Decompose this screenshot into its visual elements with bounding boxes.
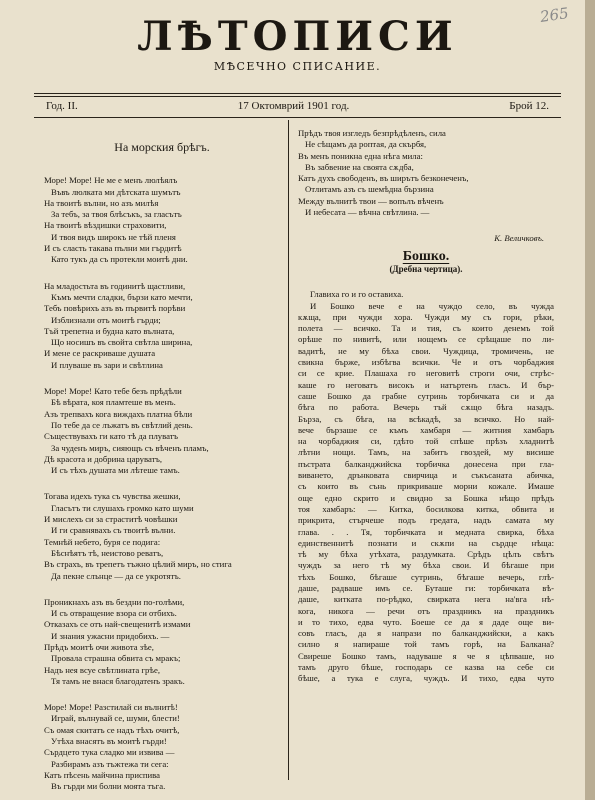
story-line: Бърза, съ бѣга, на всѣкадѣ, за всичко. Но най- xyxy=(298,413,554,424)
archive-stamp: 265 xyxy=(539,4,571,26)
story-line: каше го неговатъ високъ и натъртенъ гласъ. И бър- xyxy=(298,379,554,390)
poem-line: Съ омая скитатъ се надъ тѣхъ очитѣ, xyxy=(44,724,180,735)
story-line: си се крие. Плашаха го неговитѣ строги очи, стрѣс- xyxy=(298,368,554,379)
poem-line: И мене се раскриваше душата xyxy=(44,348,156,359)
story-line: вече бързаше се къмъ хамбаря — житния хамбаръ xyxy=(298,424,554,435)
masthead-title: ЛѢТОПИСИ xyxy=(137,13,458,60)
poem-line: Море! Море! Като тебе безъ прѣдѣли xyxy=(44,386,182,397)
story-line: орѣше по нивитѣ, или нощемъ се срѣщаше по ли- xyxy=(298,334,554,345)
poem-author: К. Величковъ. xyxy=(494,233,544,244)
masthead-subtitle: МѢСЕЧНО СПИСАНИЕ. xyxy=(213,60,382,73)
poem-line: Разбирамъ азъ тъжтежа ти сега: xyxy=(51,758,169,769)
poem-line: По тебе да се лъжатъ въ свѣтлий день. xyxy=(51,419,193,430)
poem-line: Въ страхъ, въ трепетъ тъжно цѣлий миръ, но стига xyxy=(44,559,232,570)
story-line: силно я напираше той тамъ горѣ, на Балкана? xyxy=(298,639,554,650)
story-line: свикна бърже, избѣгва всички. Че и отъ чорбаджия xyxy=(298,357,554,368)
poem-line: На твоитѣ вълни, но азъ милѣя xyxy=(44,197,159,208)
poem-line: Тъй трепетна и будна като вълната, xyxy=(44,325,175,336)
story-line: кѫща, при чужди хора. Чужди му съ гори, рѣки, xyxy=(298,311,554,322)
story-line: полета — всичко. Та и тия, съ които денемъ той xyxy=(298,323,554,334)
story-line: прикрита, стърчеше подъ гредата, надъ самата му xyxy=(298,515,554,526)
story-line: тѣ му бѣха утѣхата, раздумката. Срѣдъ цѣлъ свѣтъ xyxy=(298,549,554,560)
story-subtitle: (Дребна чертица). xyxy=(389,263,463,274)
poem-line: Въвъ люлката ми дѣтската шумътъ xyxy=(51,186,181,197)
poem-line: И съ тѣхъ душата ми лѣтеше тамъ. xyxy=(51,465,180,476)
story-title: Бошко. xyxy=(402,248,450,264)
poem-line: Темнѣй небето, буря се подига: xyxy=(44,536,161,547)
poem-line: Азъ трепвахъ кога виждахъ платна бѣли xyxy=(44,408,193,419)
poem-line: Тогава идехъ тука съ чувства жешки, xyxy=(44,491,181,502)
header-rule-top xyxy=(34,93,561,94)
issue-year: Год. II. xyxy=(46,100,78,112)
poem-line: И ги сравнявахъ съ твоитѣ вълни. xyxy=(51,525,176,536)
poem-line: Тебъ повѣрихъ азъ въ първитѣ порѣви xyxy=(44,303,186,314)
poem-line: И плуваше въ зари и свѣтлина xyxy=(51,359,163,370)
story-line: совъ гласъ, да я напрази по балканджийски, а какъ xyxy=(298,628,554,639)
poem-line: Като тукъ да съ протекли моитѣ дни. xyxy=(51,254,188,265)
story-line: бѣше, а тука е слуга, чуждъ. И тихо, едва чуто xyxy=(298,673,554,684)
story-line: съ които въ сънь прикриваше морни кожале. Имаше xyxy=(298,481,554,492)
story-line: Главиха го и го оставиха. xyxy=(310,289,404,300)
poem-line: Катъ пѣсень майчина приспива xyxy=(44,769,161,780)
poem-line: Дѣ красота и добрина царуватъ, xyxy=(44,453,163,464)
poem-line: И съ сласть такава пълни ми гърдитѣ xyxy=(44,243,182,254)
story-line: бѣга по работа. Вечерь тъй сѫщо бѣга назадъ. xyxy=(298,402,554,413)
poem-line: На твоитѣ вѣздишки страховити, xyxy=(44,220,167,231)
header-rule-top-double xyxy=(34,96,561,97)
story-line: кога, никога — речи отъ праздникъ на праздникъ xyxy=(298,605,554,616)
story-line: още едно скрито и свидно за Бошка нѣщо прѣдъ xyxy=(298,492,554,503)
poem-stanza xyxy=(44,281,280,371)
poem-line: Бѣснѣятъ тѣ, неистово реватъ, xyxy=(51,547,164,558)
story-line: тамъ друго бѣше, господарь се казва на себе си xyxy=(298,662,554,673)
poem-line: Що носишъ въ свойта свѣтла ширина, xyxy=(51,337,193,348)
poem-line: Въ менъ поникна една нѣга мила: xyxy=(298,150,423,161)
column-divider xyxy=(288,120,289,780)
story-line: пъстрата балканджийска торбичка донесена при гла- xyxy=(298,458,554,469)
poem-line: Съществувахъ ги като тѣ да плуватъ xyxy=(44,431,179,442)
poem-line: За чуденъ миръ, сияющъ съ вѣченъ пламъ, xyxy=(51,442,209,453)
poem-line: Къмъ мечти сладки, бързи като мечти, xyxy=(51,291,193,302)
poem-line: И небесата — вѣчна свѣтлина. — xyxy=(305,207,430,218)
poem-line: Отказахъ се отъ най-свещенитѣ измами xyxy=(44,619,191,630)
poem-line: Отлитамъ азъ съ шемѣдна бързина xyxy=(305,184,434,195)
poem-line: И знания ужасни придобихъ. — xyxy=(51,630,170,641)
story-line: на чорбаджия си, гдѣто той спѣше прѣзъ хладнитѣ xyxy=(298,436,554,447)
poem-line: Прѣдъ твоя изгледъ безпрѣдѣленъ, сила xyxy=(298,128,446,138)
poem-column xyxy=(44,130,280,800)
poem-line: Надъ нея всуе свѣтлината грѣе, xyxy=(44,664,161,675)
story-line: тоя хамбаръ: — Китка, босилкова китка, обвита и xyxy=(298,503,554,514)
poem-line: Провала страшна обвита съ мракъ; xyxy=(51,653,181,664)
poem-continuation xyxy=(298,128,554,218)
poem-line: Не сѣщамъ да роптая, да скърбя, xyxy=(305,139,427,150)
story-line: чуждъ за него тѣ му бѣха свои. И бѣгаше при xyxy=(298,560,554,571)
poem-line: Между вълнитѣ твои — вопълъ вѣченъ xyxy=(298,195,444,206)
poem-stanza xyxy=(44,491,280,581)
poem-line: За тебъ, за твоя блѣсъкъ, за гласътъ xyxy=(51,209,182,220)
story-line: даше, радваше имъ се. Буташе ги: торбичката вѣ- xyxy=(298,582,554,593)
header-rule-bottom xyxy=(34,117,561,118)
right-column xyxy=(298,130,554,685)
poem-line: На младостьта въ годинитѣ щастливи, xyxy=(44,280,186,291)
poem-line: Играй, вълнувай се, шуми, блести! xyxy=(51,713,180,724)
story-line: даше, китката по-рѣдко, свирката нега на'вга нѣ- xyxy=(298,594,554,605)
poem-line: Гласътъ ти слушахъ громко като шуми xyxy=(51,502,194,513)
poem-line: Изблизнали отъ моитѣ гърди; xyxy=(51,314,161,325)
story-line: вадитѣ, не му бѣха свои. Чуждица, тромичень, не xyxy=(298,345,554,356)
story-line: Свиреше Бошко тамъ, надуваше я че я цѣпваше, но xyxy=(298,650,554,661)
issue-info-bar xyxy=(46,98,549,114)
poem-stanza xyxy=(44,386,280,476)
poem-stanza xyxy=(44,597,280,687)
poem-stanza xyxy=(44,702,280,792)
poem-stanza xyxy=(44,175,280,265)
issue-number: Брой 12. xyxy=(509,100,549,112)
issue-date: 17 Октомврий 1901 год. xyxy=(237,100,350,112)
story-line: глава. . . Тя, торбичката и медната свирка, бѣха xyxy=(298,526,554,537)
poem-line: Въ гърди ми болни моята тъга. xyxy=(51,781,166,792)
story-body xyxy=(298,289,554,684)
story-line: тѣхъ Бошко, бѣгаше сутринь, бѣгаше вечерь, глѣ- xyxy=(298,571,554,582)
story-line: И Бошко вече е на чуждо село, въ чужда xyxy=(310,300,554,311)
poem-line: Тя тамъ не внася благодатенъ зракъ. xyxy=(51,675,185,686)
poem-line: Бѣ вѣрата, коя пламтеше въ менъ. xyxy=(51,397,176,408)
poem-line: Море! Море! Не ме е менъ люлѣялъ xyxy=(44,175,178,186)
story-line: саше Бошко да грабне сутринь торбичката си и да xyxy=(298,390,554,401)
story-line: виването, дрънковата свирчица и съкъсаната абичка, xyxy=(298,470,554,481)
poem-line: Море! Море! Разстилай си вълнитѣ! xyxy=(44,702,178,713)
poem-line: Проникнахъ азъ въ бездни по-голѣми, xyxy=(44,596,185,607)
poem-line: И мислехъ си за страститѣ човѣшки xyxy=(44,514,178,525)
poem-line: И твоя видъ широкъ не тѣй пленя xyxy=(51,231,176,242)
story-line: и то тихо, едва чуто. Боеше се да я даде още ви- xyxy=(298,616,554,627)
poem-line: Катъ духъ свободенъ, въ ширътъ безконеченъ, xyxy=(298,173,469,184)
poem-line: Сърдцето тука сладко ми извива — xyxy=(44,747,175,758)
poem-line: Да пекне слънце — да се укротятъ. xyxy=(51,570,181,581)
story-line: лѣтни нощи. Тамъ, на забитъ гвоздей, му висише xyxy=(298,447,554,458)
poem-line: Прѣдъ моитѣ очи живота зѣе, xyxy=(44,641,154,652)
story-line: единственнитѣ познати и скѫпи на сърдце нѣща: xyxy=(298,537,554,548)
poem-line: И съ отвращение взора си отбихъ. xyxy=(51,608,177,619)
poem-title: На морския брѣгъ. xyxy=(114,140,210,154)
poem-line: Въ забвение на своята сѫдба, xyxy=(305,161,414,172)
binding-edge xyxy=(585,0,595,800)
poem-line: Утѣха внасятъ въ моитѣ гърди! xyxy=(51,736,167,747)
poem-body xyxy=(44,175,280,792)
